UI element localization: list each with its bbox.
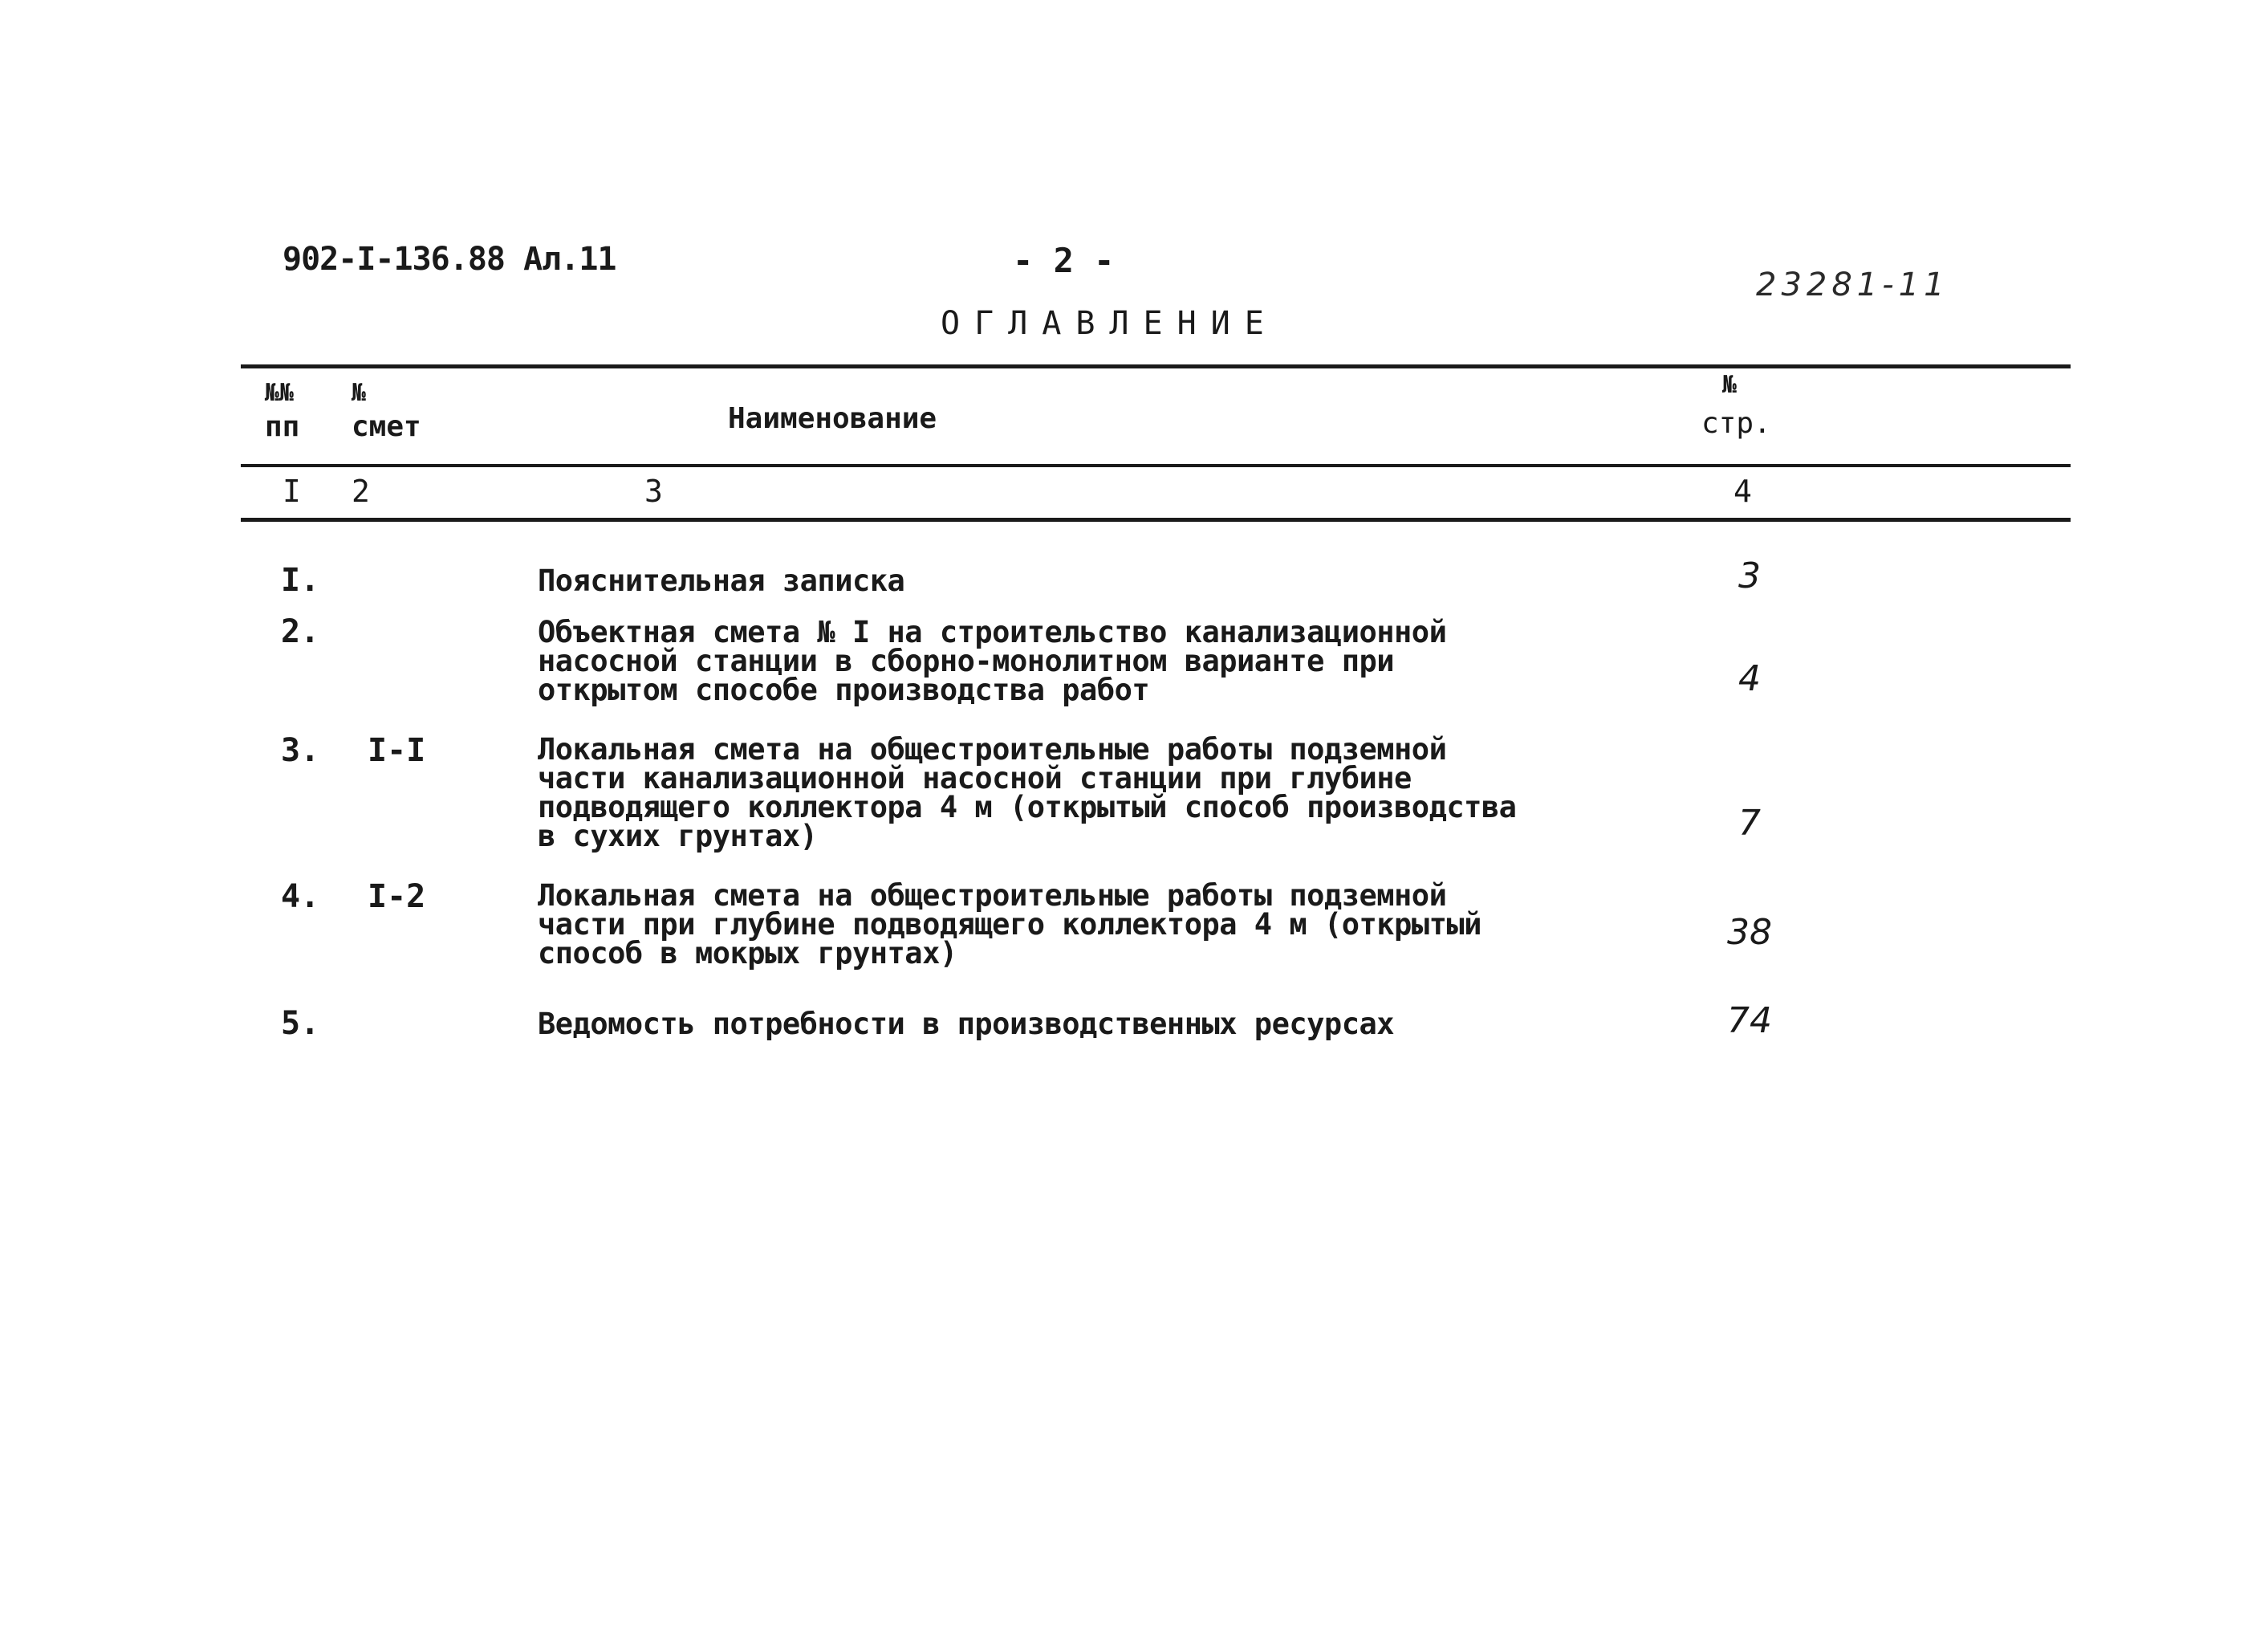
row-1-title: Пояснительная записка [538, 564, 905, 598]
row-4-number: 4. [281, 878, 320, 915]
row-4-page: 38 [1727, 912, 1772, 953]
row-4-estimate: I-2 [368, 878, 426, 915]
table-top-rule [241, 364, 2071, 368]
col-name-header: Наименование [728, 402, 937, 435]
page-title: ОГЛАВЛЕНИЕ [941, 305, 1278, 342]
column-number-2: 2 [352, 474, 370, 509]
col-num-header-bottom: пп [265, 410, 300, 443]
col-num-header-top: №№ [265, 379, 295, 407]
row-3-number: 3. [281, 732, 320, 769]
row-1-number: I. [281, 562, 320, 599]
row-2-number: 2. [281, 613, 320, 650]
col-page-header-bottom: стр. [1701, 407, 1771, 440]
row-5-title: Ведомость потребности в производственных ресурсах [538, 1007, 1395, 1041]
row-3-page: 7 [1738, 803, 1761, 844]
table-header-rule [241, 464, 2071, 467]
col-estimate-header-bottom: смет [352, 410, 421, 443]
col-estimate-header-top: № [352, 379, 367, 407]
column-number-3: 3 [644, 474, 663, 509]
archive-number: 23281-11 [1756, 267, 1949, 303]
row-4-title: Локальная смета на общестроительные работы подземной части при глубине подводящего коллектора 4 м (открытый способ в мокрых грунтах) [538, 878, 1482, 971]
row-5-page: 74 [1727, 1000, 1772, 1041]
column-number-4: 4 [1734, 474, 1752, 509]
document-code: 902-I-136.88 Ал.11 [282, 241, 616, 278]
col-page-header-top: № [1722, 371, 1738, 399]
row-3-title: Локальная смета на общестроительные работы подземной части канализационной насосной станции при глубине подводящего коллектора 4 м (открытый способ производства в сухих грунтах) [538, 732, 1517, 853]
table-column-numbers-rule [241, 518, 2071, 522]
row-2-title: Объектная смета № I на строительство канализационной насосной станции в сборно-монолитном варианте при открытом способе производства работ [538, 615, 1447, 707]
page-number: - 2 - [1013, 241, 1115, 280]
row-2-page: 4 [1738, 658, 1761, 699]
row-5-number: 5. [281, 1005, 320, 1042]
row-1-page: 3 [1738, 555, 1761, 596]
column-number-1: I [282, 474, 301, 509]
row-3-estimate: I-I [368, 732, 426, 769]
